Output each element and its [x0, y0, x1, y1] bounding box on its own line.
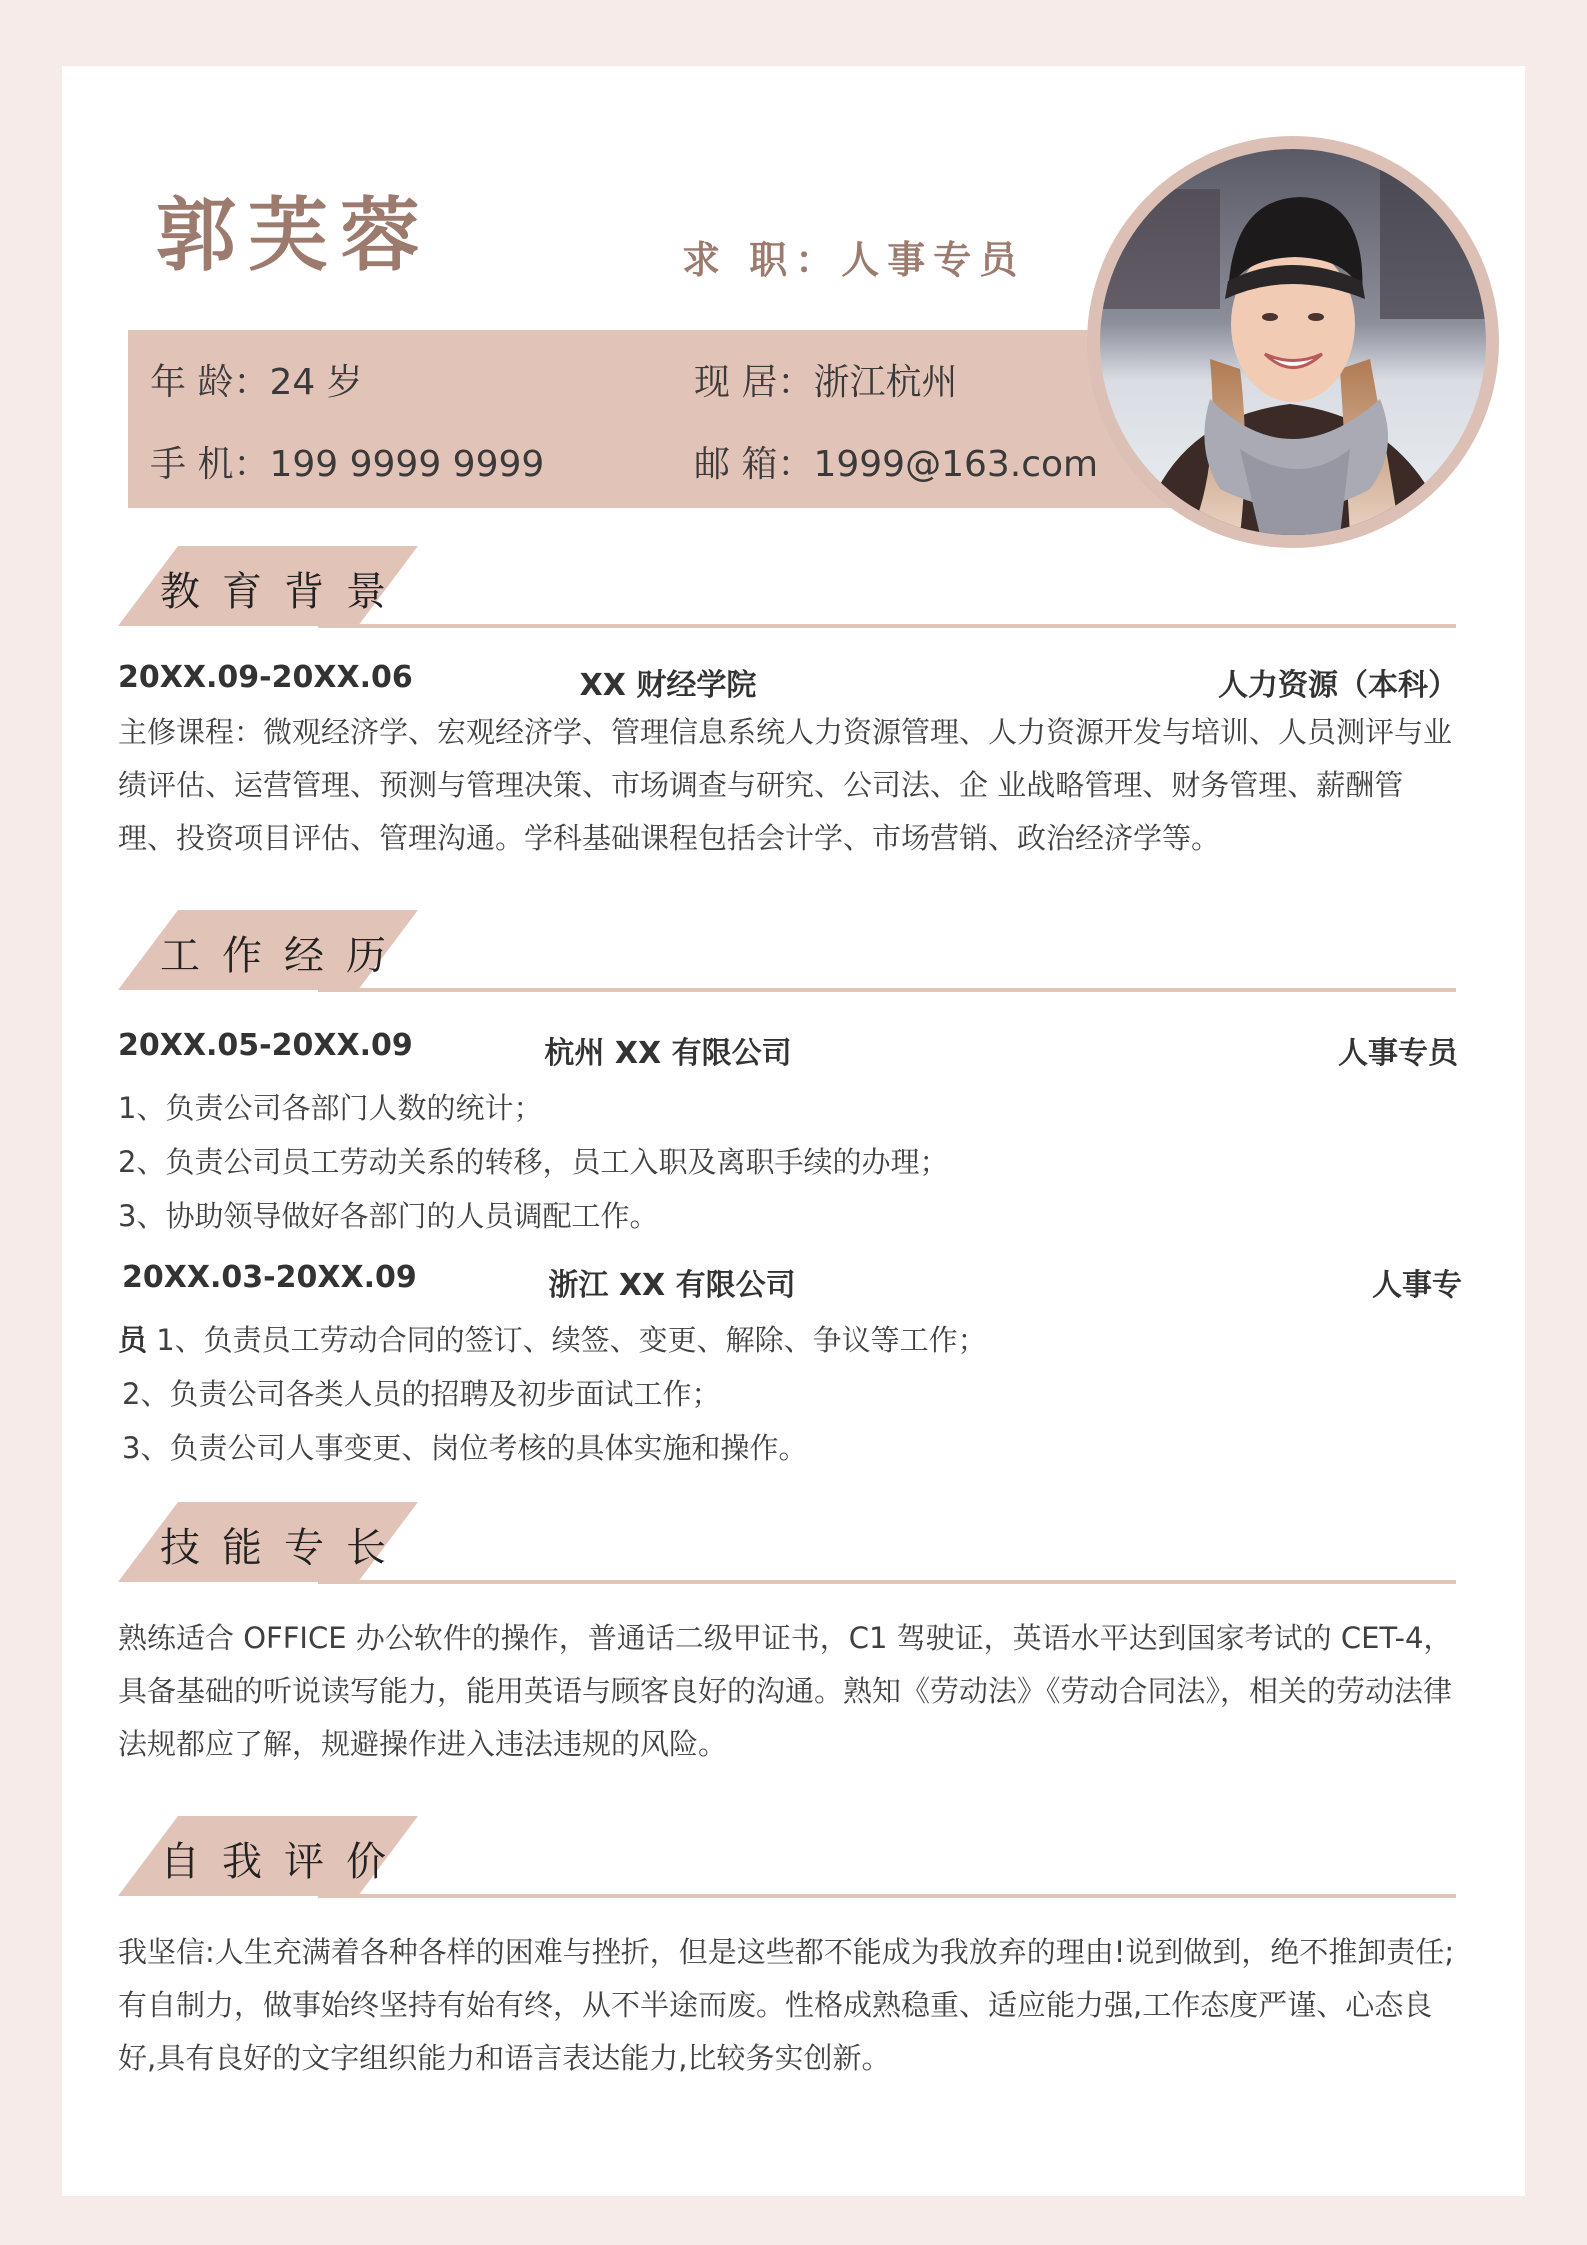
- education-period: 20XX.09-20XX.06: [118, 660, 413, 695]
- work-duty-text: 1、负责员工劳动合同的签订、续签、变更、解除、争议等工作；: [147, 1323, 987, 1357]
- education-courses: 主修课程：微观经济学、宏观经济学、管理信息系统人力资源管理、人力资源开发与培训、人员测评与业绩评估、运营管理、预测与管理决策、市场调查与研究、公司法、企 业战略管理、财务管理、薪酬管理、投资项目评估、管理沟通。学科基础课程包括会计学、市场营销、政治经济学等。: [118, 715, 1453, 855]
- profile-photo-illustration: [1100, 149, 1486, 535]
- work-period: 20XX.03-20XX.09: [122, 1260, 417, 1295]
- job-objective: [682, 229, 1025, 284]
- info-email: [694, 436, 1098, 487]
- email-label: 邮 箱：: [694, 444, 814, 485]
- education-major: 人力资源（本科）: [1218, 668, 1458, 703]
- work-role: 人事专员: [1338, 1036, 1458, 1071]
- section-rule: [318, 624, 1456, 628]
- city-label: 现 居：: [694, 362, 814, 403]
- candidate-name: 郭芙蓉: [156, 189, 432, 282]
- work-duty: 3、协助领导做好各部门的人员调配工作。: [118, 1199, 659, 1233]
- age-label: 年 龄：: [150, 362, 270, 403]
- work-duty: 2、负责公司员工劳动关系的转移，员工入职及离职手续的办理；: [118, 1145, 949, 1179]
- work-period: 20XX.05-20XX.09: [118, 1028, 413, 1063]
- education-row: [118, 660, 1458, 704]
- work-duty: 1、负责公司各部门人数的统计；: [118, 1091, 543, 1125]
- section-education: [118, 546, 1456, 632]
- work-role: 人事专: [1372, 1268, 1462, 1303]
- resume-sheet: [62, 66, 1525, 2196]
- info-phone: [150, 436, 544, 487]
- work-duty: [118, 1318, 987, 1359]
- section-rule: [318, 1894, 1456, 1898]
- section-rule: [318, 1580, 1456, 1584]
- section-rule: [318, 988, 1456, 992]
- work-row-1: [118, 1028, 1458, 1072]
- section-title: 自我评价: [160, 1839, 408, 1885]
- phone-value: 199 9999 9999: [269, 444, 545, 485]
- work-role-tail: 员: [118, 1323, 148, 1357]
- section-title: 技能专长: [160, 1525, 408, 1571]
- work-company: 杭州 XX 有限公司: [544, 1036, 792, 1071]
- profile-photo: [1100, 149, 1486, 535]
- skills-text: 熟练适合 OFFICE 办公软件的操作，普通话二级甲证书，C1 驾驶证，英语水平达到国家考试的 CET-4，具备基础的听说读写能力，能用英语与顾客良好的沟通。熟知《劳动法》《劳动合同法》，相关的劳动法律法规都应了解，规避操作进入违法违规的风险。: [118, 1621, 1453, 1761]
- work-company: 浙江 XX 有限公司: [548, 1268, 796, 1303]
- self-eval-text: 我坚信:人生充满着各种各样的困难与挫折，但是这些都不能成为我放弃的理由!说到做到，绝不推卸责任;有自制力，做事始终坚持有始有终，从不半途而废。性格成熟稳重、适应能力强,工作态度严谨、心态良好,具有良好的文字组织能力和语言表达能力,比较务实创新。: [118, 1935, 1455, 2075]
- job-value: 人事专员: [841, 238, 1026, 282]
- info-age: [150, 354, 363, 405]
- phone-label: 手 机：: [150, 444, 270, 485]
- email-value: 1999@163.com: [813, 444, 1099, 485]
- age-value: 24 岁: [269, 362, 363, 403]
- info-city: [694, 354, 957, 405]
- section-title: 工作经历: [160, 933, 408, 979]
- education-school: XX 财经学院: [579, 668, 757, 703]
- work-duty: 2、负责公司各类人员的招聘及初步面试工作；: [122, 1377, 721, 1411]
- section-skills: [118, 1502, 1456, 1588]
- section-self-eval: [118, 1816, 1456, 1902]
- job-label: 求 职：: [682, 238, 842, 282]
- work-row-2: [122, 1260, 1462, 1304]
- section-title: 教育背景: [160, 569, 408, 615]
- city-value: 浙江杭州: [813, 362, 958, 403]
- info-bar: [128, 330, 1218, 508]
- work-duty: 3、负责公司人事变更、岗位考核的具体实施和操作。: [122, 1431, 808, 1465]
- section-work: [118, 910, 1456, 996]
